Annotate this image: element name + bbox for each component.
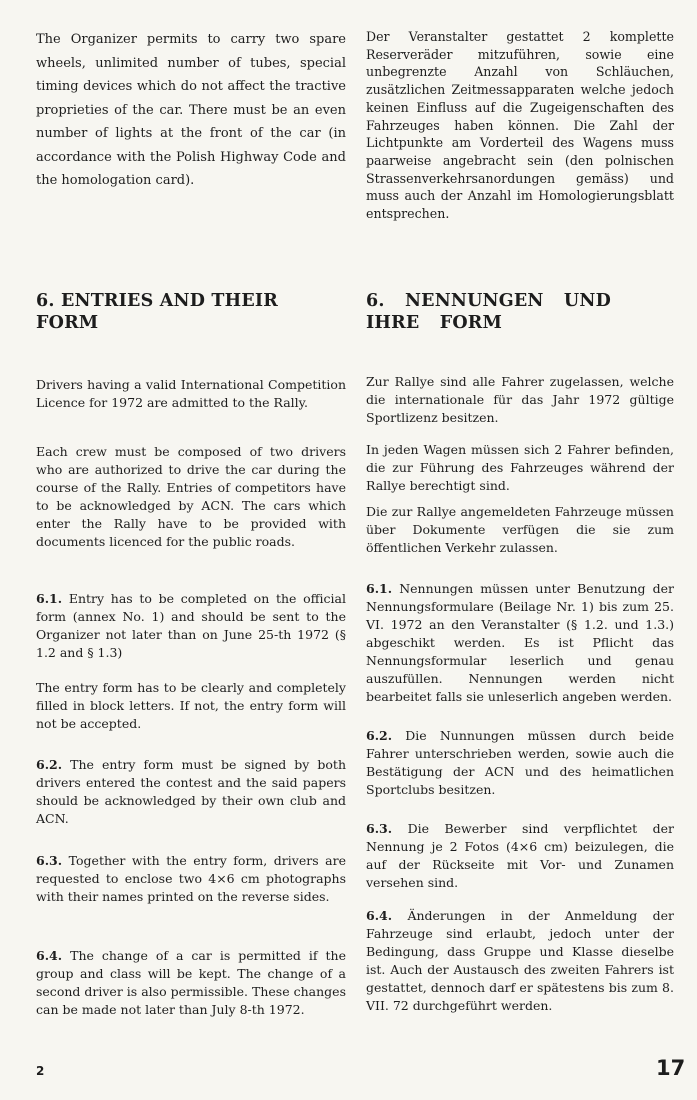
clause-number: 6.3.	[36, 853, 63, 868]
de-para-documents: Die zur Rallye angemeldeten Fahrzeuge müssen über Dokumente verfügen die sie zum öffentlichen Verkehr zulassen.	[366, 504, 674, 555]
de-para-eligibility: Zur Rallye sind alle Fahrer zugelassen, welche die internationale für das Jahr 1972 gültige Sportlizenz besitzen.	[366, 374, 674, 425]
right-page-number: 17	[656, 1056, 686, 1080]
de-section-heading: 6. NENNUNGEN UND IHRE FORM	[366, 291, 611, 333]
de-clause-6-2	[366, 727, 674, 799]
clause-number: 6.1.	[36, 591, 63, 606]
clause-number: 6.2.	[366, 728, 393, 743]
de-para-crew: In jeden Wagen müssen sich 2 Fahrer befinden, die zur Führung des Fahrzeuges während der Rallye berechtigt sind.	[366, 442, 674, 493]
clause-text: Nennungen müssen unter Benutzung der Nennungsformulare (Beilage Nr. 1) bis zum 25. VI. 1972 an den Veranstalter (§ 1.2. und 1.3.) abgeschikt werden. Es ist Pflicht das Nennungsformular leserlich und genau auszufüllen. Nennungen werden nicht bearbeitet falls sie unleserlich angeben werden.	[366, 581, 674, 704]
clause-number: 6.1.	[366, 581, 393, 596]
clause-text: The entry form must be signed by both drivers entered the contest and the said papers should be acknowledged by their own club and ACN.	[36, 757, 346, 826]
en-section-heading: 6. ENTRIES AND THEIR FORM	[36, 291, 278, 333]
de-intro: Der Veranstalter gestattet 2 komplette Reserveräder mitzuführen, sowie eine unbegrenzte Anzahl von Schläuchen, zusätzlichen Zeitmessapparaten welche jedoch keinen Einfluss auf die Zugeigenschaften des Fahrzeuges haben können. Die Zahl der Lichtpunkte am Vorderteil des Wagens muss paarweise angebracht sein (den polnischen Strassenverkehrsanordungen gemäss) und muss auch der Anzahl im Homologierungsblatt entsprechen.	[366, 29, 674, 222]
clause-text: Die Nunnungen müssen durch beide Fahrer unterschrieben werden, sowie auch die Bestätigung der ACN und des heimatlichen Sportclubs besitzen.	[366, 728, 674, 797]
en-clause-6-3	[36, 852, 346, 906]
de-clause-6-3	[366, 820, 674, 892]
clause-number: 6.4.	[366, 908, 393, 923]
left-page-number: 2	[36, 1064, 45, 1078]
clause-number: 6.2.	[36, 757, 63, 772]
clause-text: Together with the entry form, drivers are requested to enclose two 4×6 cm photographs with their names printed on the reverse sides.	[36, 853, 346, 904]
clause-text: Entry has to be completed on the official form (annex No. 1) and should be sent to the Organizer not later than on June 25-th 1972 (§ 1.2 and § 1.3)	[36, 591, 346, 660]
de-clause-6-1	[366, 580, 674, 706]
de-clause-6-4	[366, 907, 674, 1015]
clause-number: 6.4.	[36, 948, 63, 963]
en-clause-6-2	[36, 756, 346, 828]
en-para-crew: Each crew must be composed of two drivers who are authorized to drive the car during the course of the Rally. Entries of competitors have to be acknowledged by ACN. The cars which enter the Rally have to be provided with documents licenced for the public roads.	[36, 444, 346, 549]
en-para-eligibility: Drivers having a valid International Competition Licence for 1972 are admitted to the Rally.	[36, 377, 346, 410]
en-clause-6-1	[36, 590, 346, 662]
clause-text: The change of a car is permitted if the group and class will be kept. The change of a second driver is also permissible. These changes can be made not later than July 8-th 1972.	[36, 948, 346, 1017]
en-clause-6-4	[36, 947, 346, 1019]
en-clause-6-1-extra: The entry form has to be clearly and completely filled in block letters. If not, the entry form will not be accepted.	[36, 680, 346, 731]
en-intro: The Organizer permits to carry two spare wheels, unlimited number of tubes, special timing devices which do not affect the tractive proprieties of the car. There must be an even number of lights at the front of the car (in accordance with the Polish Highway Code and the homologation card).	[36, 32, 346, 188]
clause-number: 6.3.	[366, 821, 393, 836]
clause-text: Die Bewerber sind verpflichtet der Nennung je 2 Fotos (4×6 cm) beizulegen, die auf der Rückseite mit Vor- und Zunamen versehen sind.	[366, 821, 674, 890]
clause-text: Änderungen in der Anmeldung der Fahrzeuge sind erlaubt, jedoch unter der Bedingung, dass Gruppe und Klasse dieselbe ist. Auch der Austausch des zweiten Fahrers ist gestattet, dennoch darf er spätestens bis zum 8. VII. 72 durchgeführt werden.	[366, 908, 675, 1013]
